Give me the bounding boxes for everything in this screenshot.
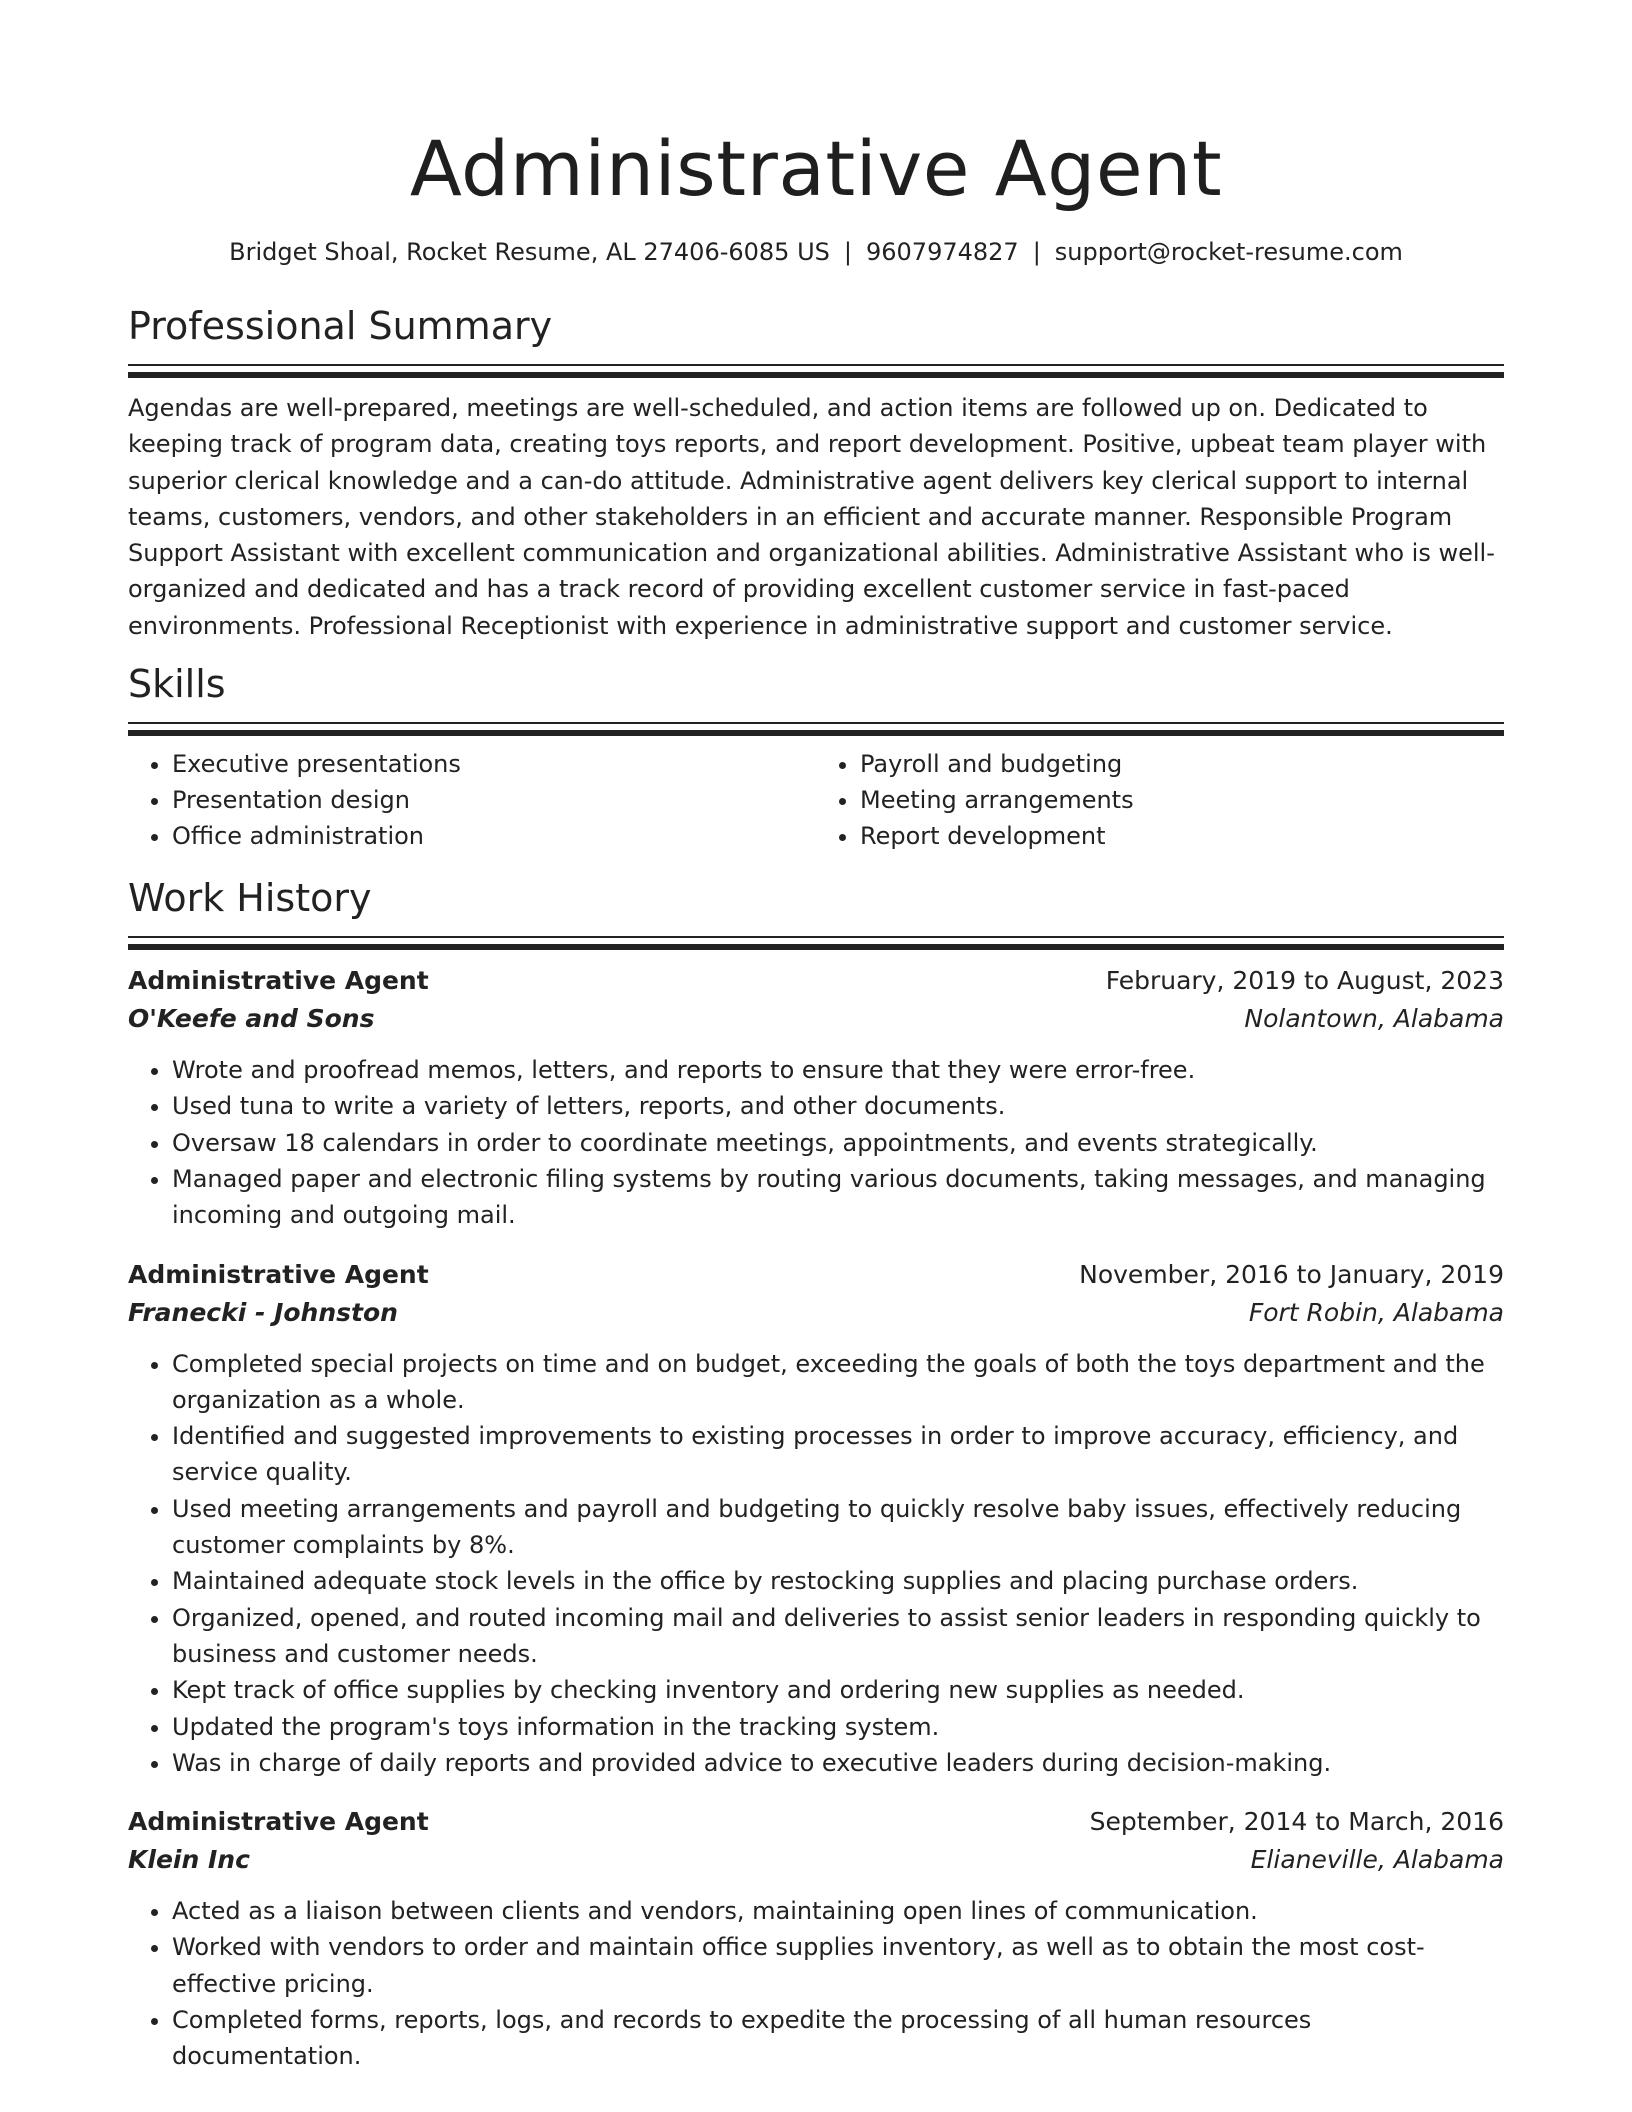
- job-title: Administrative Agent: [128, 1807, 429, 1837]
- job-company: Franecki - Johnston: [128, 1297, 398, 1327]
- job-duty: • Kept track of office supplies by checking inventory and ordering new supplies as needed.: [172, 1672, 1504, 1708]
- section-divider: [128, 722, 1504, 724]
- job-duty: • Was in charge of daily reports and provided advice to executive leaders during decision-making.: [172, 1745, 1504, 1781]
- job-duties: [128, 1052, 1504, 1233]
- job-title: Administrative Agent: [128, 966, 429, 996]
- job-company: Klein Inc: [128, 1845, 250, 1875]
- skills-column-right: [816, 746, 1504, 854]
- job-location: Nolantown, Alabama: [1244, 1004, 1504, 1034]
- summary-text: Agendas are well-prepared, meetings are well-scheduled, and action items are followed up on. Dedicated to keeping track of program data, creating toys reports, and report development. Positive, upbeat team player with superior clerical knowledge and a can-do attitude. Administrative agent delivers key clerical support to internal teams, customers, vendors, and other stakeholders in an efficient and accurate manner. Responsible Program Support Assistant with excellent communication and organizational abilities. Administrative Assistant who is well-organized and dedicated and has a track record of providing excellent customer service in fast-paced environments. Professional Receptionist with experience in administrative support and customer service.: [128, 394, 1495, 640]
- resume-title: Administrative Agent: [409, 124, 1223, 213]
- contact-separator: |: [1032, 238, 1041, 266]
- contact-email[interactable]: support@rocket-resume.com: [1054, 238, 1403, 266]
- skills-list: [128, 746, 1504, 854]
- contact-address: Bridget Shoal, Rocket Resume, AL 27406-6085 US: [229, 238, 830, 266]
- job-duty: • Organized, opened, and routed incoming mail and deliveries to assist senior leaders in responding quickly to business and customer needs.: [172, 1600, 1504, 1673]
- job-subheader: [128, 1000, 1504, 1038]
- job-location: Fort Robin, Alabama: [1248, 1297, 1504, 1327]
- job-duty: • Completed forms, reports, logs, and records to expedite the processing of all human resources documentation.: [172, 2002, 1504, 2075]
- job-duty: • Worked with vendors to order and maintain office supplies inventory, as well as to obtain the most cost-effective pricing.: [172, 1929, 1504, 2002]
- skill-item: • Executive presentations: [172, 746, 816, 782]
- job-entry: [128, 962, 1504, 1233]
- job-subheader: [128, 1841, 1504, 1879]
- job-duty: • Acted as a liaison between clients and vendors, maintaining open lines of communication.: [172, 1893, 1504, 1929]
- job-dates: February, 2019 to August, 2023: [1105, 966, 1504, 996]
- job-header: [128, 1256, 1504, 1294]
- job-duty: • Completed special projects on time and on budget, exceeding the goals of both the toys department and the organization as a whole.: [172, 1346, 1504, 1419]
- job-duty: • Wrote and proofread memos, letters, and reports to ensure that they were error-free.: [172, 1052, 1504, 1088]
- job-header: [128, 1803, 1504, 1841]
- job-duty: • Used meeting arrangements and payroll and budgeting to quickly resolve baby issues, effectively reducing customer complaints by 8%.: [172, 1491, 1504, 1564]
- job-duty: • Managed paper and electronic filing systems by routing various documents, taking messages, and managing incoming and outgoing mail.: [172, 1161, 1504, 1234]
- skill-item: • Office administration: [172, 818, 816, 854]
- job-dates: November, 2016 to January, 2019: [1079, 1259, 1504, 1289]
- skill-item: • Presentation design: [172, 782, 816, 818]
- resume-page: [128, 0, 1504, 2075]
- skills-heading: Skills: [128, 662, 226, 707]
- job-title: Administrative Agent: [128, 1259, 429, 1289]
- job-entry: [128, 1803, 1504, 2074]
- job-duties: [128, 1893, 1504, 2074]
- skills-column-left: [128, 746, 816, 854]
- section-divider: [128, 936, 1504, 938]
- contact-phone: 9607974827: [865, 238, 1019, 266]
- section-divider: [128, 364, 1504, 366]
- skill-item: • Report development: [860, 818, 1504, 854]
- job-duties: [128, 1346, 1504, 1782]
- job-duty: • Maintained adequate stock levels in the office by restocking supplies and placing purchase orders.: [172, 1563, 1504, 1599]
- job-duty: • Identified and suggested improvements to existing processes in order to improve accuracy, efficiency, and service quality.: [172, 1418, 1504, 1491]
- job-location: Elianeville, Alabama: [1250, 1845, 1504, 1875]
- job-header: [128, 962, 1504, 1000]
- job-subheader: [128, 1294, 1504, 1332]
- job-duty: • Oversaw 18 calendars in order to coordinate meetings, appointments, and events strategically.: [172, 1125, 1504, 1161]
- contact-line: [128, 236, 1504, 268]
- contact-separator: |: [843, 238, 852, 266]
- job-dates: September, 2014 to March, 2016: [1089, 1807, 1504, 1837]
- skill-item: • Meeting arrangements: [860, 782, 1504, 818]
- job-company: O'Keefe and Sons: [128, 1004, 375, 1034]
- job-entry: [128, 1256, 1504, 1782]
- job-duty: • Used tuna to write a variety of letters, reports, and other documents.: [172, 1088, 1504, 1124]
- work-heading: Work History: [128, 876, 372, 921]
- skill-item: • Payroll and budgeting: [860, 746, 1504, 782]
- summary-heading: Professional Summary: [128, 304, 553, 348]
- job-duty: • Updated the program's toys information in the tracking system.: [172, 1709, 1504, 1745]
